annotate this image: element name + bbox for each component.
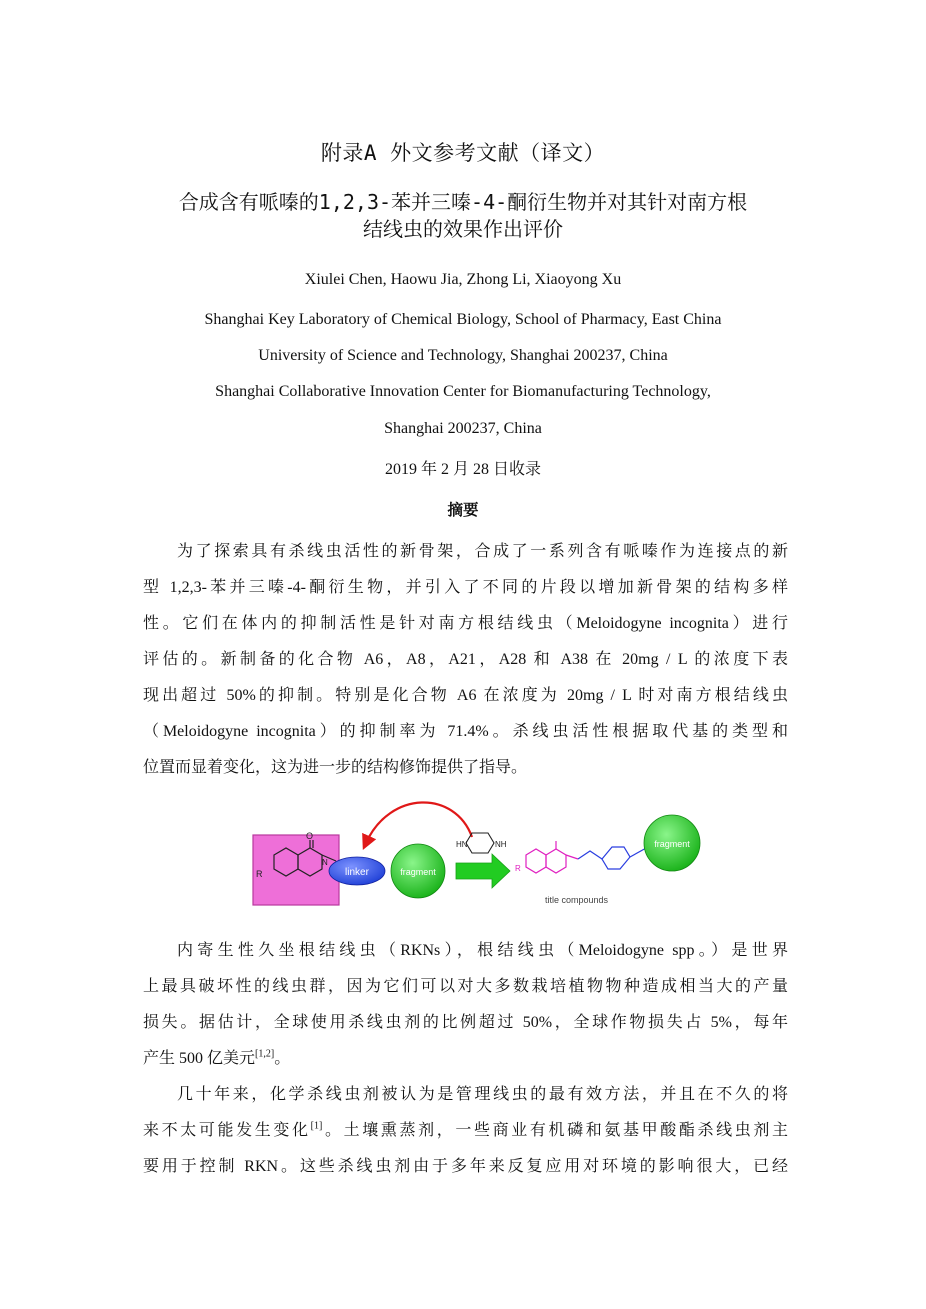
abstract-line: 型 1,2,3-苯并三嗪-4-酮衍生物，并引入了不同的片段以增加新骨架的结构多样 [143, 579, 788, 596]
body-paragraph-1 [143, 933, 788, 1077]
product-benzotriazinone [526, 841, 578, 873]
body-text: 来不太可能发生变化 [143, 1122, 311, 1139]
body-line: 上最具破坏性的线虫群，因为它们可以对大多数栽培植物物种造成相当大的产量 [143, 978, 788, 995]
nh-label: NH [495, 840, 507, 849]
green-reaction-arrow [456, 854, 510, 888]
fragment-label-left: fragment [400, 867, 436, 877]
body-paragraph-2 [143, 1077, 788, 1185]
received-date: 2019 年 2 月 28 日收录 [384, 461, 541, 478]
abstract-line: 为了探索具有杀线虫活性的新骨架，合成了一系列含有哌嗪作为连接点的新 [177, 543, 788, 560]
appendix-title: 附录A 外文参考文献（译文） [320, 141, 606, 165]
article-title-line-1: 合成含有哌嗪的1,2,3-苯并三嗪-4-酮衍生物并对其针对南方根 [178, 190, 748, 214]
red-curved-arrow [366, 802, 472, 843]
authors: Xiulei Chen, Haowu Jia, Zhong Li, Xiaoyong Xu [304, 271, 622, 288]
citation-ref: [1,2] [255, 1048, 275, 1060]
body-line: 要用于控制 RKN。这些杀线虫剂由于多年来反复应用对环境的影响很大，已经 [143, 1158, 788, 1175]
product-r-label: R [515, 864, 521, 873]
abstract-line: 现出超过 50%的抑制。特别是化合物 A6 在浓度为 20mg / L 时对南方根结线虫 [143, 687, 788, 704]
affiliation-line-1: Shanghai Key Laboratory of Chemical Biology, School of Pharmacy, East China [204, 311, 722, 328]
abstract-paragraph [143, 534, 788, 786]
body-line: 内寄生性久坐根结线虫（RKNs），根结线虫（Meloidogyne spp。）是世界 [177, 942, 788, 959]
abstract-line: 位置而显着变化，这为进一步的结构修饰提供了指导。 [143, 759, 528, 776]
affiliation-line-4: Shanghai 200237, China [384, 420, 542, 437]
nitrogen-label: N [322, 858, 328, 867]
graphical-abstract-figure [250, 795, 710, 910]
body-text: 。土壤熏蒸剂，一些商业有机磷和氨基甲酸酯杀线虫剂主 [322, 1122, 788, 1139]
r-substituent-label: R [256, 869, 263, 879]
body-line: 损失。据估计，全球使用杀线虫剂的比例超过 50%，全球作物损失占 5%，每年 [143, 1014, 788, 1031]
linker-label: linker [345, 867, 369, 878]
body-text: 产生 500 亿美元 [143, 1050, 256, 1067]
body-text: 。 [274, 1050, 291, 1067]
body-line [143, 1041, 788, 1077]
abstract-heading: 摘要 [447, 501, 479, 519]
fragment-label-right: fragment [654, 839, 690, 849]
article-title-line-2: 结线虫的效果作出评价 [363, 217, 563, 241]
affiliation-line-2: University of Science and Technology, Shanghai 200237, China [258, 347, 668, 364]
abstract-line: （Meloidogyne incognita）的抑制率为 71.4%。杀线虫活性根据取代基的类型和 [143, 723, 788, 740]
title-compounds-caption: title compounds [545, 895, 609, 905]
citation-ref: [1] [310, 1120, 323, 1132]
affiliation-line-3: Shanghai Collaborative Innovation Center for Biomanufacturing Technology, [215, 383, 711, 400]
abstract-line: 评估的。新制备的化合物 A6，A8，A21，A28 和 A38 在 20mg / L 的浓度下表 [143, 651, 788, 668]
hn-label: HN [456, 840, 468, 849]
piperazine-reagent [466, 833, 494, 853]
body-line [143, 1113, 788, 1149]
product-linker-piperazine [578, 847, 648, 869]
body-line: 几十年来，化学杀线虫剂被认为是管理线虫的最有效方法，并且在不久的将 [177, 1086, 788, 1103]
carbonyl-o-label: O [306, 831, 314, 841]
abstract-line: 性。它们在体内的抑制活性是针对南方根结线虫（Meloidogyne incognita）进行 [143, 615, 788, 632]
